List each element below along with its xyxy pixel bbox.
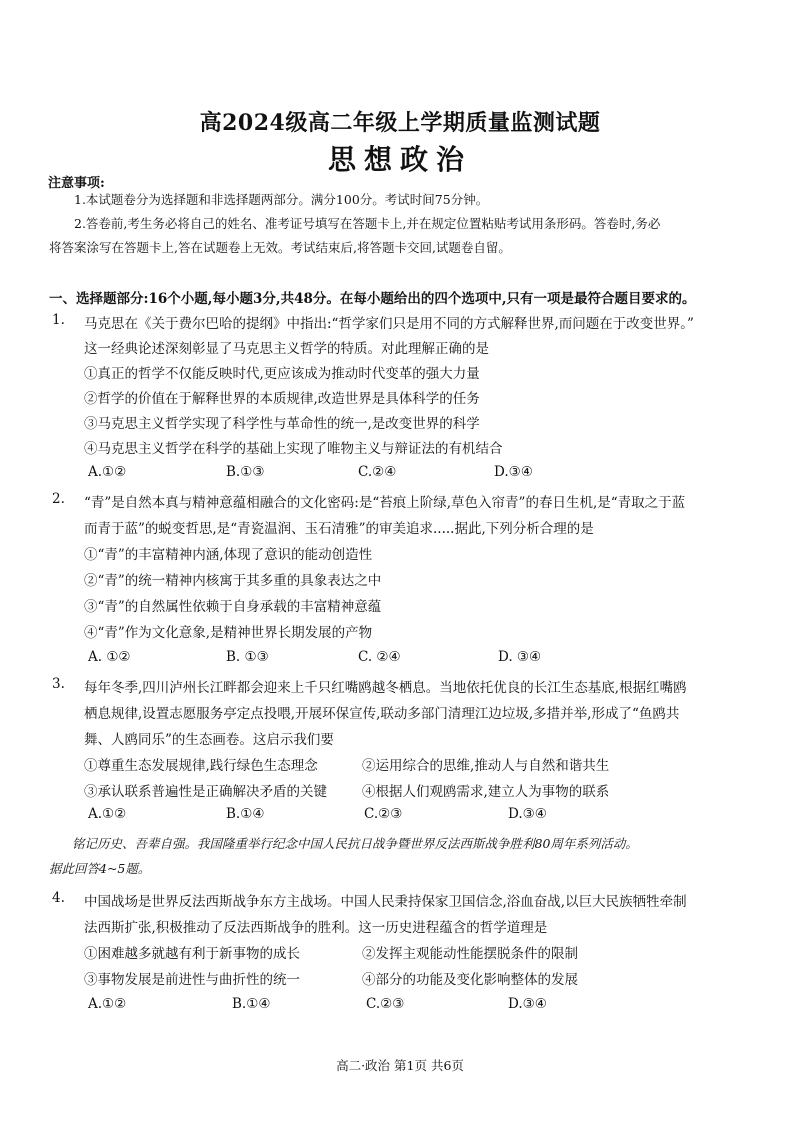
question-3-stem-line-2: 栖息规律,设置志愿服务亭定点投喂,开展环保宣传,联动多部门清理江边垃圾,多措并举,形成了“鱼鸥共: [84, 706, 680, 722]
question-3-option-d[interactable]: D.③④: [508, 806, 547, 822]
subject-title: 思想政治: [327, 143, 472, 176]
question-3-statement-4: ④根据人们观鸥需求,建立人为事物的联系: [362, 784, 610, 800]
question-2-stem-line-2: 而青于蓝”的蜕变哲思,是“青瓷温润、玉石清雅”的审美追求.....据此,下列分析合理的是: [84, 521, 594, 537]
question-4-number: 4.: [52, 890, 65, 906]
question-4-statement-1: ①困难越多就越有利于新事物的成长: [84, 946, 300, 962]
section-heading: 一、选择题部分:16个小题,每小题3分,共48分。在每小题给出的四个选项中,只有一项是最符合题目要求的。: [49, 291, 696, 307]
question-4-option-c[interactable]: C.②③: [366, 996, 405, 1012]
question-3-stem-line-1: 每年冬季,四川泸州长江畔都会迎来上千只红嘴鸥越冬栖息。当地依托优良的长江生态基底,根据红嘴鸥: [84, 680, 687, 696]
question-4-option-a[interactable]: A.①②: [88, 996, 127, 1012]
question-3-option-b[interactable]: B.①④: [226, 806, 265, 822]
question-3-option-c[interactable]: C.②③: [364, 806, 403, 822]
question-2-number: 2.: [52, 491, 65, 507]
question-4-option-d[interactable]: D.③④: [508, 996, 547, 1012]
question-1-option-a[interactable]: A.①②: [88, 464, 127, 480]
question-1-statement-1: ①真正的哲学不仅能反映时代,更应该成为推动时代变革的强大力量: [84, 366, 480, 382]
question-2-option-d[interactable]: D. ③④: [498, 649, 542, 665]
question-4-options: [0, 996, 800, 1016]
question-1-number: 1.: [52, 312, 65, 328]
question-4-stem-line-2: 法西斯扩张,积极推动了反法西斯战争的胜利。这一历史进程蕴含的哲学道理是: [84, 920, 548, 936]
question-1-option-b[interactable]: B.①③: [226, 464, 265, 480]
question-3-option-a[interactable]: A.①②: [88, 806, 127, 822]
question-1-stem-line-1: 马克思在《关于费尔巴哈的提纲》中指出:“哲学家们只是用不同的方式解释世界,而问题在于改变世界。”: [84, 316, 694, 332]
page-footer: 高二·政治 第1页 共6页: [336, 1058, 464, 1073]
question-2-statement-2: ②“青”的统一精神内核寓于其多重的具象表达之中: [84, 573, 382, 589]
question-4-option-b[interactable]: B.①④: [232, 996, 271, 1012]
question-2-statement-4: ④“青”作为文化意象,是精神世界长期发展的产物: [84, 625, 373, 641]
question-4-statement-3: ③事物发展是前进性与曲折性的统一: [84, 972, 300, 988]
question-3-number: 3.: [52, 676, 65, 692]
question-2-statement-3: ③“青”的自然属性依赖于自身承载的丰富精神意蕴: [84, 599, 382, 615]
question-1-option-d[interactable]: D.③④: [494, 464, 533, 480]
question-2-option-a[interactable]: A. ①②: [88, 649, 131, 665]
notes-item-2-line-2: 将答案涂写在答题卡上,答在试题卷上无效。考试结束后,将答题卡交回,试题卷自留。: [49, 240, 511, 255]
question-2-options: [0, 649, 800, 669]
question-4-stem-line-1: 中国战场是世界反法西斯战争东方主战场。中国人民秉持保家卫国信念,浴血奋战,以巨大民族牺牲牵制: [84, 894, 687, 910]
notes-heading: 注意事项:: [48, 176, 105, 191]
question-2-option-c[interactable]: C. ②④: [358, 649, 401, 665]
question-1-statement-4: ④马克思主义哲学在科学的基础上实现了唯物主义与辩证法的有机结合: [84, 441, 503, 457]
question-1-statement-3: ③马克思主义哲学实现了科学性与革命性的统一,是改变世界的科学: [84, 416, 480, 432]
notes-item-1: 1.本试题卷分为选择题和非选择题两部分。满分100分。考试时间75分钟。: [74, 192, 489, 207]
question-4-statement-2: ②发挥主观能动性能摆脱条件的限制: [362, 946, 578, 962]
material-intro-line-2: 据此回答4~5题。: [49, 861, 151, 876]
question-1-statement-2: ②哲学的价值在于解释世界的本质规律,改造世界是具体科学的任务: [84, 391, 480, 407]
notes-item-2-line-1: 2.答卷前,考生务必将自己的姓名、准考证号填写在答题卡上,并在规定位置粘贴考试用条形码。答卷时,务必: [74, 216, 661, 231]
question-1-options: [0, 464, 800, 484]
question-3-statement-2: ②运用综合的思维,推动人与自然和谐共生: [362, 758, 610, 774]
question-2-statement-1: ①“青”的丰富精神内涵,体现了意识的能动创造性: [84, 547, 373, 563]
question-1-option-c[interactable]: C.②④: [358, 464, 397, 480]
question-2-option-b[interactable]: B. ①③: [226, 649, 269, 665]
question-3-statement-3: ③承认联系普遍性是正确解决矛盾的关键: [84, 784, 327, 800]
question-2-stem-line-1: “青”是自然本真与精神意蕴相融合的文化密码:是“苔痕上阶绿,草色入帘青”的春日生机,是“青取之于蓝: [84, 495, 686, 511]
question-3-statement-1: ①尊重生态发展规律,践行绿色生态理念: [84, 758, 318, 774]
question-1-stem-line-2: 这一经典论述深刻彰显了马克思主义哲学的特质。对此理解正确的是: [84, 341, 489, 357]
question-4-statement-4: ④部分的功能及变化影响整体的发展: [362, 972, 578, 988]
exam-title: 高2024级高二年级上学期质量监测试题: [199, 110, 601, 136]
material-intro-line-1: 铭记历史、吾辈自强。我国隆重举行纪念中国人民抗日战争暨世界反法西斯战争胜利80周年系列活动。: [72, 836, 638, 851]
question-3-stem-line-3: 舞、人鸥同乐”的生态画卷。这启示我们要: [84, 732, 334, 748]
question-3-options: [0, 806, 800, 826]
